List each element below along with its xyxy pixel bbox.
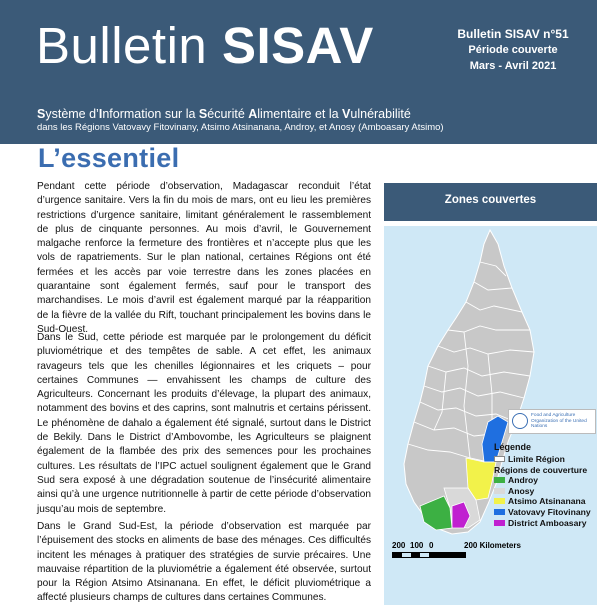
regions-subtitle: dans les Régions Vatovavy Fitovinany, Atsimo Atsinanana, Androy, et Anosy (Amboasary Atsimo) [37, 122, 444, 133]
bulletin-header [0, 0, 597, 144]
legend-label: District Amboasary [508, 517, 587, 528]
paragraph: Dans le Sud, cette période est marquée par le prolongement du déficit pluviométrique et des tempêtes de sable. A cet effet, les animaux ravageurs tels que les chenilles légionnaires et les criquets – pour certaines Communes — envahissent les champs de culture des Agriculteurs. Concernant les produits d’élevage, la plupart des animaux, notamment des bovins et des caprins, sont malnutris et certains périssent. Le phénomène de dahalo a également été signalé, surtout dans le District de Bekily. Dans le District d’Ambovombe, les Agriculteurs se plaignent également de la flambée des prix des semences pour les prochaines cultures. Les résultats de l’IPC actuel soulignent également que le Grand Sud sera exposé à une dégradation soutenue de l’insécurité alimentaire ainsi qu’à une urgence nutritionnelle à partir de cette période d’observation jusqu’au mois de septembre. [37, 332, 371, 515]
scale-segment [429, 553, 465, 557]
system-initial: V [342, 107, 351, 121]
title-light: Bulletin [36, 17, 208, 74]
zones-header [384, 183, 597, 221]
scale-segment [411, 553, 420, 557]
scale-label: 200 [392, 541, 406, 550]
system-initial: I [98, 107, 103, 121]
scale-label: 0 [429, 541, 434, 550]
zones-title: Zones couvertes [444, 194, 537, 206]
legend-swatch [494, 477, 505, 483]
bulletin-title [36, 16, 374, 76]
legend-item [494, 518, 596, 529]
legend-label: Atsimo Atsinanana [508, 496, 586, 507]
legend-item [494, 454, 596, 465]
scale-label: 200 Kilometers [464, 541, 521, 550]
legend-title: Légende [494, 442, 532, 452]
legend-item [494, 486, 596, 497]
legend-item [494, 465, 596, 476]
scale-bar-graphic [392, 552, 466, 558]
legend-label: Androy [508, 475, 539, 486]
paragraph: Pendant cette période d’observation, Madagascar reconduit l’état d’urgence sanitaire. Vers la fin du mois de mars, ont eu lieu les premières restrictions d’urgence sanitaire, limitant généralement le rassemblement de plus de cinquante personnes. Au mois d’avril, le Gouvernement malgache renforce la fermeture des frontières et n’accepte plus que les vols de rapatriements. Sur le plan national, certaines Régions ont été fermées et les accès par voie terrestre dans les zones placées en quarantaine sont également fermés, sauf pour le transport des marchandises. Le mois d’avril est également marqué par la réapparition de la fièvre de la vallée du Rift, touchant principalement les bovins dans le Sud-Ouest. [37, 181, 371, 335]
fao-emblem-icon [512, 413, 528, 429]
bulletin-meta [443, 26, 583, 74]
section-title: L’essentiel [38, 143, 180, 173]
system-initial: A [248, 107, 258, 121]
legend-label: Régions de couverture [494, 464, 588, 475]
legend-swatch [494, 488, 505, 494]
legend-swatch [494, 456, 505, 462]
system-initial: S [37, 107, 46, 121]
period-value: Mars - Avril 2021 [469, 60, 557, 72]
scale-segment [393, 553, 402, 557]
legend-swatch [494, 509, 505, 515]
legend-item [494, 496, 596, 507]
map-legend [494, 442, 596, 528]
title-bold: SISAV [221, 17, 374, 74]
scale-bar [392, 541, 521, 558]
scale-labels [392, 541, 521, 551]
system-word: nformation sur la [102, 107, 199, 121]
fao-text: Food and Agriculture Organization of the United Nations [531, 413, 587, 430]
legend-item [494, 475, 596, 486]
system-title [37, 107, 411, 121]
legend-label: Limite Région [508, 454, 565, 464]
fao-logo-box [508, 409, 596, 434]
scale-label: 100 [410, 541, 424, 550]
legend-label: Vatovavy Fitovinany [508, 506, 591, 517]
system-initial: S [198, 107, 208, 121]
system-word: limentaire et la [257, 107, 343, 121]
system-word: ystème d’ [45, 107, 99, 121]
legend-swatch [494, 498, 505, 504]
system-word: ulnérabilité [350, 107, 411, 121]
paragraph: Dans le Grand Sud-Est, la période d’observation est marquée par l’épuisement des stocks en aliments de base des ménages. Ces difficultés incitent les ménages à pratiquer des stratégies de survie précaires. Une mauvaise répartition de la pluviométrie a également été observée, surtout pour la Région Atsimo Atsinanana. En effet, le déficit pluviométrique a affecté plusieurs champs de cultures dans certaines Communes. [37, 521, 371, 604]
system-word: écurité [207, 107, 249, 121]
period-label: Période couverte [468, 44, 558, 56]
legend-label: Anosy [508, 485, 535, 496]
legend-swatch [494, 520, 505, 526]
bulletin-number: Bulletin SISAV n°51 [457, 27, 569, 41]
legend-item [494, 507, 596, 518]
